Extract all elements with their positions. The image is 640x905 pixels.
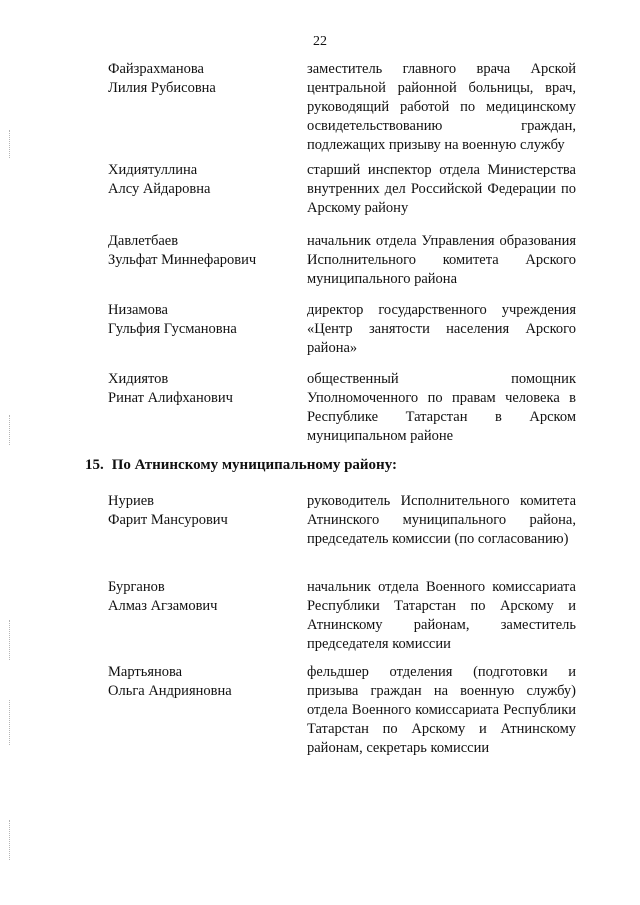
member-role: начальник отдела Военного комиссариата Республики Татарстан по Арскому и Атнинскому районам, заместитель председателя комиссии bbox=[307, 579, 576, 652]
scan-margin-mark bbox=[9, 415, 12, 445]
section-number: 15. bbox=[85, 457, 104, 473]
member-role: начальник отдела Управления образования Исполнительного комитета Арского муниципального района bbox=[307, 233, 576, 287]
member-name bbox=[108, 60, 298, 98]
member-surname: Хидиятов bbox=[108, 371, 169, 387]
member-name bbox=[108, 492, 298, 530]
member-name bbox=[108, 370, 298, 408]
member-given-name: Ольга Андрияновна bbox=[108, 683, 232, 699]
scan-margin-mark bbox=[9, 130, 12, 158]
member-surname: Бурганов bbox=[108, 579, 165, 595]
member-given-name: Фарит Мансурович bbox=[108, 512, 228, 528]
scan-margin-mark bbox=[9, 820, 12, 860]
member-surname: Файзрахманова bbox=[108, 61, 204, 77]
section-heading bbox=[85, 457, 397, 474]
member-role: общественный помощник Уполномоченного по правам человека в Республике Татарстан в Арском муниципальном районе bbox=[307, 371, 576, 444]
member-surname: Давлетбаев bbox=[108, 233, 179, 249]
member-name bbox=[108, 301, 298, 339]
member-role: директор государственного учреждения «Центр занятости населения Арского района» bbox=[307, 302, 576, 356]
member-role: старший инспектор отдела Министерства внутренних дел Российской Федерации по Арскому району bbox=[307, 162, 576, 216]
member-given-name: Зульфат Миннефарович bbox=[108, 252, 257, 268]
member-surname: Низамова bbox=[108, 302, 168, 318]
member-given-name: Ринат Алифханович bbox=[108, 390, 233, 406]
member-role: заместитель главного врача Арской центральной районной больницы, врач, руководящий работой по медицинскому освидетельствованию граждан, подлежащих призыву на военную службу bbox=[307, 61, 576, 153]
member-role: руководитель Исполнительного комитета Атнинского муниципального района, председатель комиссии (по согласованию) bbox=[307, 493, 576, 547]
member-name bbox=[108, 663, 298, 701]
page-number: 22 bbox=[313, 34, 327, 49]
member-given-name: Алсу Айдаровна bbox=[108, 181, 211, 197]
member-name bbox=[108, 161, 298, 199]
member-name bbox=[108, 232, 298, 270]
member-surname: Нуриев bbox=[108, 493, 155, 509]
member-given-name: Алмаз Агзамович bbox=[108, 598, 218, 614]
member-given-name: Лилия Рубисовна bbox=[108, 80, 216, 96]
member-name bbox=[108, 578, 298, 616]
member-surname: Мартьянова bbox=[108, 664, 183, 680]
member-given-name: Гульфия Гусмановна bbox=[108, 321, 237, 337]
scan-margin-mark bbox=[9, 700, 12, 745]
member-surname: Хидиятуллина bbox=[108, 162, 198, 178]
scan-margin-mark bbox=[9, 620, 12, 660]
member-role: фельдшер отделения (подготовки и призыва граждан на военную службу) отдела Военного комиссариата Республики Татарстан по Арскому и Атнинскому районам, секретарь комиссии bbox=[307, 664, 576, 756]
section-title: По Атнинскому муниципальному району: bbox=[111, 457, 397, 473]
